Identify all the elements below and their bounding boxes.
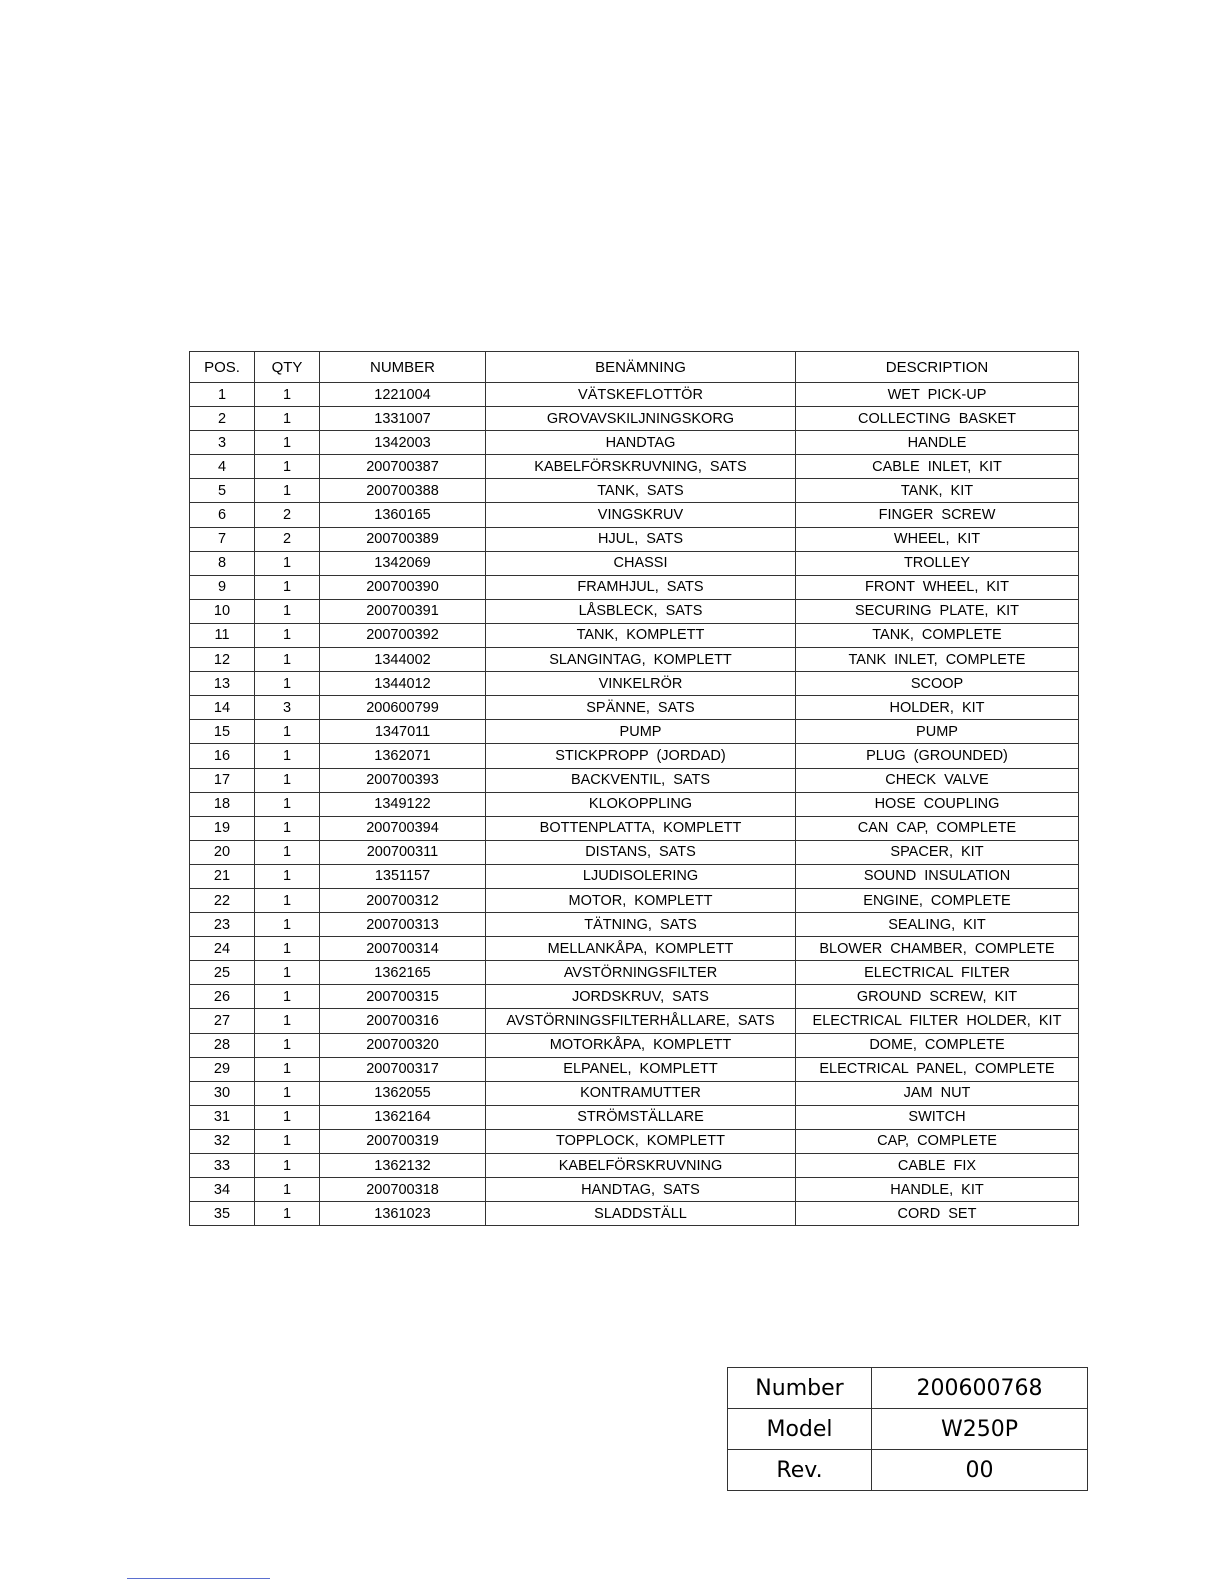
cell-description: SEALING, KIT bbox=[796, 913, 1079, 937]
cell-description: SECURING PLATE, KIT bbox=[796, 599, 1079, 623]
parts-table-header-row bbox=[190, 352, 1079, 383]
cell-qty: 1 bbox=[255, 479, 320, 503]
cell-benamning: LJUDISOLERING bbox=[486, 864, 796, 888]
table-row bbox=[190, 1202, 1079, 1226]
cell-number: 1362164 bbox=[320, 1105, 486, 1129]
cell-benamning: ELPANEL, KOMPLETT bbox=[486, 1057, 796, 1081]
cell-qty: 1 bbox=[255, 431, 320, 455]
info-value: 00 bbox=[872, 1450, 1088, 1491]
table-row bbox=[190, 551, 1079, 575]
cell-number: 200700392 bbox=[320, 623, 486, 647]
cell-number: 1349122 bbox=[320, 792, 486, 816]
cell-qty: 1 bbox=[255, 985, 320, 1009]
cell-benamning: AVSTÖRNINGSFILTERHÅLLARE, SATS bbox=[486, 1009, 796, 1033]
table-row bbox=[190, 527, 1079, 551]
cell-qty: 1 bbox=[255, 1009, 320, 1033]
cell-number: 200700390 bbox=[320, 575, 486, 599]
cell-qty: 1 bbox=[255, 1057, 320, 1081]
table-row bbox=[190, 1081, 1079, 1105]
cell-qty: 1 bbox=[255, 1129, 320, 1153]
table-row bbox=[190, 696, 1079, 720]
table-row bbox=[190, 672, 1079, 696]
cell-pos: 30 bbox=[190, 1081, 255, 1105]
cell-benamning: JORDSKRUV, SATS bbox=[486, 985, 796, 1009]
cell-description: GROUND SCREW, KIT bbox=[796, 985, 1079, 1009]
cell-benamning: HANDTAG bbox=[486, 431, 796, 455]
cell-pos: 11 bbox=[190, 623, 255, 647]
cell-pos: 16 bbox=[190, 744, 255, 768]
cell-qty: 1 bbox=[255, 1202, 320, 1226]
cell-description: FINGER SCREW bbox=[796, 503, 1079, 527]
cell-pos: 10 bbox=[190, 599, 255, 623]
cell-qty: 1 bbox=[255, 768, 320, 792]
table-row bbox=[190, 720, 1079, 744]
header-number: NUMBER bbox=[320, 352, 486, 383]
cell-pos: 29 bbox=[190, 1057, 255, 1081]
cell-qty: 1 bbox=[255, 1105, 320, 1129]
cell-pos: 18 bbox=[190, 792, 255, 816]
cell-number: 1362132 bbox=[320, 1154, 486, 1178]
cell-number: 1361023 bbox=[320, 1202, 486, 1226]
cell-qty: 1 bbox=[255, 1033, 320, 1057]
cell-benamning: STRÖMSTÄLLARE bbox=[486, 1105, 796, 1129]
cell-benamning: CHASSI bbox=[486, 551, 796, 575]
info-value: W250P bbox=[872, 1409, 1088, 1450]
cell-qty: 1 bbox=[255, 455, 320, 479]
cell-qty: 1 bbox=[255, 816, 320, 840]
cell-qty: 1 bbox=[255, 383, 320, 407]
cell-pos: 22 bbox=[190, 888, 255, 912]
cell-number: 1344002 bbox=[320, 648, 486, 672]
table-row bbox=[190, 961, 1079, 985]
cell-pos: 12 bbox=[190, 648, 255, 672]
cell-pos: 34 bbox=[190, 1178, 255, 1202]
cell-description: CAP, COMPLETE bbox=[796, 1129, 1079, 1153]
cell-number: 200700393 bbox=[320, 768, 486, 792]
table-row bbox=[190, 816, 1079, 840]
table-row bbox=[190, 575, 1079, 599]
cell-qty: 1 bbox=[255, 744, 320, 768]
cell-number: 200700320 bbox=[320, 1033, 486, 1057]
cell-qty: 1 bbox=[255, 840, 320, 864]
info-value: 200600768 bbox=[872, 1368, 1088, 1409]
table-row bbox=[190, 1033, 1079, 1057]
cell-number: 1342003 bbox=[320, 431, 486, 455]
cell-benamning: SLANGINTAG, KOMPLETT bbox=[486, 648, 796, 672]
table-row bbox=[190, 407, 1079, 431]
cell-qty: 1 bbox=[255, 551, 320, 575]
cell-qty: 2 bbox=[255, 527, 320, 551]
table-row bbox=[190, 888, 1079, 912]
cell-benamning: AVSTÖRNINGSFILTER bbox=[486, 961, 796, 985]
cell-number: 200700317 bbox=[320, 1057, 486, 1081]
cell-qty: 1 bbox=[255, 1178, 320, 1202]
cell-qty: 1 bbox=[255, 599, 320, 623]
cell-number: 1362055 bbox=[320, 1081, 486, 1105]
cell-pos: 27 bbox=[190, 1009, 255, 1033]
cell-pos: 2 bbox=[190, 407, 255, 431]
cell-pos: 1 bbox=[190, 383, 255, 407]
cell-description: TANK, COMPLETE bbox=[796, 623, 1079, 647]
cell-benamning: MELLANKÅPA, KOMPLETT bbox=[486, 937, 796, 961]
cell-number: 1362165 bbox=[320, 961, 486, 985]
header-description: DESCRIPTION bbox=[796, 352, 1079, 383]
cell-pos: 14 bbox=[190, 696, 255, 720]
cell-description: TANK, KIT bbox=[796, 479, 1079, 503]
cell-pos: 13 bbox=[190, 672, 255, 696]
cell-benamning: BACKVENTIL, SATS bbox=[486, 768, 796, 792]
cell-qty: 1 bbox=[255, 1081, 320, 1105]
cell-pos: 5 bbox=[190, 479, 255, 503]
cell-number: 1360165 bbox=[320, 503, 486, 527]
cell-number: 1344012 bbox=[320, 672, 486, 696]
cell-description: SCOOP bbox=[796, 672, 1079, 696]
table-row bbox=[190, 1154, 1079, 1178]
cell-benamning: TÄTNING, SATS bbox=[486, 913, 796, 937]
cell-pos: 24 bbox=[190, 937, 255, 961]
cell-qty: 1 bbox=[255, 575, 320, 599]
cell-benamning: LÅSBLECK, SATS bbox=[486, 599, 796, 623]
cell-number: 1347011 bbox=[320, 720, 486, 744]
footer-link-underline bbox=[127, 1578, 270, 1579]
cell-pos: 32 bbox=[190, 1129, 255, 1153]
cell-benamning: TOPPLOCK, KOMPLETT bbox=[486, 1129, 796, 1153]
header-pos: POS. bbox=[190, 352, 255, 383]
cell-pos: 3 bbox=[190, 431, 255, 455]
cell-benamning: GROVAVSKILJNINGSKORG bbox=[486, 407, 796, 431]
cell-pos: 17 bbox=[190, 768, 255, 792]
table-row bbox=[190, 623, 1079, 647]
cell-pos: 19 bbox=[190, 816, 255, 840]
cell-qty: 1 bbox=[255, 913, 320, 937]
table-row bbox=[190, 864, 1079, 888]
table-row bbox=[190, 648, 1079, 672]
cell-description: BLOWER CHAMBER, COMPLETE bbox=[796, 937, 1079, 961]
cell-number: 200700312 bbox=[320, 888, 486, 912]
cell-benamning: VINKELRÖR bbox=[486, 672, 796, 696]
cell-description: PUMP bbox=[796, 720, 1079, 744]
cell-qty: 1 bbox=[255, 720, 320, 744]
table-row bbox=[190, 503, 1079, 527]
cell-description: HOSE COUPLING bbox=[796, 792, 1079, 816]
cell-number: 200700389 bbox=[320, 527, 486, 551]
cell-description: WHEEL, KIT bbox=[796, 527, 1079, 551]
cell-number: 1351157 bbox=[320, 864, 486, 888]
cell-benamning: STICKPROPP (JORDAD) bbox=[486, 744, 796, 768]
cell-pos: 28 bbox=[190, 1033, 255, 1057]
cell-description: CORD SET bbox=[796, 1202, 1079, 1226]
cell-number: 200700313 bbox=[320, 913, 486, 937]
cell-description: CAN CAP, COMPLETE bbox=[796, 816, 1079, 840]
cell-benamning: MOTOR, KOMPLETT bbox=[486, 888, 796, 912]
cell-description: ELECTRICAL FILTER bbox=[796, 961, 1079, 985]
table-row bbox=[190, 1129, 1079, 1153]
info-row-revision bbox=[728, 1450, 1088, 1491]
cell-qty: 3 bbox=[255, 696, 320, 720]
cell-description: WET PICK-UP bbox=[796, 383, 1079, 407]
cell-pos: 15 bbox=[190, 720, 255, 744]
table-row bbox=[190, 383, 1079, 407]
cell-description: DOME, COMPLETE bbox=[796, 1033, 1079, 1057]
cell-pos: 6 bbox=[190, 503, 255, 527]
cell-benamning: PUMP bbox=[486, 720, 796, 744]
header-benamning: BENÄMNING bbox=[486, 352, 796, 383]
table-row bbox=[190, 768, 1079, 792]
cell-description: SPACER, KIT bbox=[796, 840, 1079, 864]
cell-benamning: BOTTENPLATTA, KOMPLETT bbox=[486, 816, 796, 840]
cell-description: SOUND INSULATION bbox=[796, 864, 1079, 888]
cell-description: CABLE INLET, KIT bbox=[796, 455, 1079, 479]
cell-pos: 21 bbox=[190, 864, 255, 888]
header-qty: QTY bbox=[255, 352, 320, 383]
cell-pos: 9 bbox=[190, 575, 255, 599]
table-row bbox=[190, 792, 1079, 816]
cell-benamning: SPÄNNE, SATS bbox=[486, 696, 796, 720]
cell-description: HOLDER, KIT bbox=[796, 696, 1079, 720]
cell-benamning: SLADDSTÄLL bbox=[486, 1202, 796, 1226]
cell-pos: 35 bbox=[190, 1202, 255, 1226]
table-row bbox=[190, 455, 1079, 479]
cell-qty: 1 bbox=[255, 672, 320, 696]
cell-qty: 1 bbox=[255, 792, 320, 816]
cell-description: TANK INLET, COMPLETE bbox=[796, 648, 1079, 672]
cell-number: 200600799 bbox=[320, 696, 486, 720]
table-row bbox=[190, 985, 1079, 1009]
cell-number: 200700319 bbox=[320, 1129, 486, 1153]
cell-benamning: VINGSKRUV bbox=[486, 503, 796, 527]
cell-number: 1221004 bbox=[320, 383, 486, 407]
parts-table-body bbox=[190, 383, 1079, 1226]
cell-qty: 2 bbox=[255, 503, 320, 527]
cell-pos: 20 bbox=[190, 840, 255, 864]
cell-number: 200700316 bbox=[320, 1009, 486, 1033]
table-row bbox=[190, 1057, 1079, 1081]
cell-number: 200700318 bbox=[320, 1178, 486, 1202]
cell-qty: 1 bbox=[255, 1154, 320, 1178]
cell-qty: 1 bbox=[255, 961, 320, 985]
cell-description: COLLECTING BASKET bbox=[796, 407, 1079, 431]
cell-description: TROLLEY bbox=[796, 551, 1079, 575]
cell-number: 200700388 bbox=[320, 479, 486, 503]
info-label: Number bbox=[728, 1368, 872, 1409]
cell-description: ENGINE, COMPLETE bbox=[796, 888, 1079, 912]
cell-description: JAM NUT bbox=[796, 1081, 1079, 1105]
parts-list-table bbox=[189, 351, 1079, 1226]
cell-benamning: MOTORKÅPA, KOMPLETT bbox=[486, 1033, 796, 1057]
cell-benamning: TANK, SATS bbox=[486, 479, 796, 503]
cell-description: SWITCH bbox=[796, 1105, 1079, 1129]
cell-pos: 7 bbox=[190, 527, 255, 551]
table-row bbox=[190, 1105, 1079, 1129]
cell-benamning: DISTANS, SATS bbox=[486, 840, 796, 864]
cell-description: ELECTRICAL FILTER HOLDER, KIT bbox=[796, 1009, 1079, 1033]
table-row bbox=[190, 1009, 1079, 1033]
table-row bbox=[190, 431, 1079, 455]
cell-pos: 33 bbox=[190, 1154, 255, 1178]
cell-description: CHECK VALVE bbox=[796, 768, 1079, 792]
cell-number: 200700387 bbox=[320, 455, 486, 479]
cell-pos: 8 bbox=[190, 551, 255, 575]
cell-qty: 1 bbox=[255, 937, 320, 961]
cell-description: FRONT WHEEL, KIT bbox=[796, 575, 1079, 599]
cell-number: 1362071 bbox=[320, 744, 486, 768]
cell-benamning: FRAMHJUL, SATS bbox=[486, 575, 796, 599]
cell-description: ELECTRICAL PANEL, COMPLETE bbox=[796, 1057, 1079, 1081]
info-label: Model bbox=[728, 1409, 872, 1450]
cell-benamning: KABELFÖRSKRUVNING bbox=[486, 1154, 796, 1178]
info-row-number bbox=[728, 1368, 1088, 1409]
table-row bbox=[190, 744, 1079, 768]
cell-description: HANDLE, KIT bbox=[796, 1178, 1079, 1202]
cell-description: PLUG (GROUNDED) bbox=[796, 744, 1079, 768]
table-row bbox=[190, 1178, 1079, 1202]
document-info-block bbox=[727, 1367, 1088, 1491]
table-row bbox=[190, 599, 1079, 623]
table-row bbox=[190, 479, 1079, 503]
cell-number: 200700315 bbox=[320, 985, 486, 1009]
cell-number: 200700391 bbox=[320, 599, 486, 623]
table-row bbox=[190, 913, 1079, 937]
cell-pos: 25 bbox=[190, 961, 255, 985]
cell-description: CABLE FIX bbox=[796, 1154, 1079, 1178]
cell-benamning: VÄTSKEFLOTTÖR bbox=[486, 383, 796, 407]
cell-benamning: KONTRAMUTTER bbox=[486, 1081, 796, 1105]
cell-qty: 1 bbox=[255, 648, 320, 672]
cell-pos: 31 bbox=[190, 1105, 255, 1129]
cell-number: 1342069 bbox=[320, 551, 486, 575]
cell-number: 200700311 bbox=[320, 840, 486, 864]
cell-benamning: KLOKOPPLING bbox=[486, 792, 796, 816]
table-row bbox=[190, 937, 1079, 961]
table-row bbox=[190, 840, 1079, 864]
cell-pos: 23 bbox=[190, 913, 255, 937]
cell-description: HANDLE bbox=[796, 431, 1079, 455]
cell-qty: 1 bbox=[255, 407, 320, 431]
cell-qty: 1 bbox=[255, 864, 320, 888]
cell-number: 200700314 bbox=[320, 937, 486, 961]
cell-qty: 1 bbox=[255, 888, 320, 912]
info-label: Rev. bbox=[728, 1450, 872, 1491]
cell-benamning: HJUL, SATS bbox=[486, 527, 796, 551]
cell-qty: 1 bbox=[255, 623, 320, 647]
info-row-model bbox=[728, 1409, 1088, 1450]
cell-pos: 26 bbox=[190, 985, 255, 1009]
cell-number: 200700394 bbox=[320, 816, 486, 840]
cell-pos: 4 bbox=[190, 455, 255, 479]
cell-benamning: KABELFÖRSKRUVNING, SATS bbox=[486, 455, 796, 479]
cell-benamning: HANDTAG, SATS bbox=[486, 1178, 796, 1202]
cell-number: 1331007 bbox=[320, 407, 486, 431]
cell-benamning: TANK, KOMPLETT bbox=[486, 623, 796, 647]
